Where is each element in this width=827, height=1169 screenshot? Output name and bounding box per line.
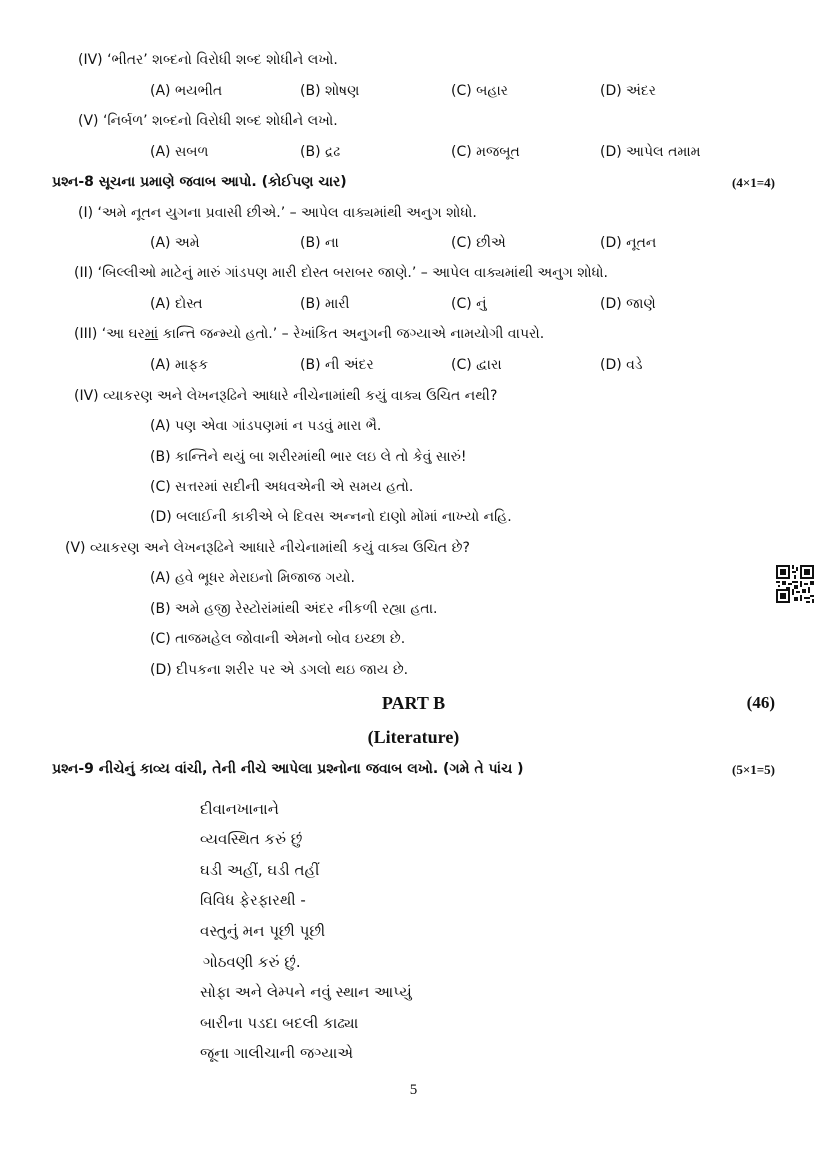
q9-marks: (5×1=5)	[732, 762, 775, 777]
q8-i-question: (I) ‘અમે નૂતન યુગના પ્રવાસી છીએ.’ – આપેલ વાક્યમાંથી અનુગ શોધો.	[78, 205, 477, 221]
q8-iii-question	[74, 324, 544, 344]
q8-iv-option-b: (B) કાન્તિને થયું બા શરીરમાંથી ભાર લઇ લે તો કેવું સારું!	[150, 449, 467, 465]
poem-line: વિવિધ ફેરફારથી -	[200, 891, 306, 909]
q8-iii-option-c: (C) દ્વારા	[451, 357, 502, 373]
q7-v-question: (V) ‘નિર્બળ’ શબ્દનો વિરોધી શબ્દ શોધીને લખો.	[78, 113, 338, 129]
q7-v-option-b: (B) દ્રઢ	[300, 144, 341, 160]
q7-iv-question: (IV) ‘ભીતર’ શબ્દનો વિરોધી શબ્દ શોધીને લખો.	[78, 52, 338, 68]
q7-v-option-a: (A) સબળ	[150, 144, 209, 160]
poem-line: વસ્તુનું મન પૂછી પૂછી	[200, 922, 326, 940]
q8-iii-question-pre: (III) ‘આ ઘર	[74, 326, 145, 342]
q8-ii-option-a: (A) દોસ્ત	[150, 296, 203, 312]
poem-line: બારીના પડદા બદલી કાઢ્યા	[200, 1014, 359, 1032]
q7-iv-option-a: (A) ભયભીત	[150, 83, 223, 99]
poem-line: ગોઠવણી કરું છું.	[203, 953, 301, 971]
q8-iv-option-a: (A) પણ એવા ગાંડપણમાં ન પડવું મારા ભૈ.	[150, 418, 382, 434]
poem-line: ઘડી અહીં, ઘડી તહીં	[200, 861, 320, 879]
q8-iv-question: (IV) વ્યાકરણ અને લેખનરૂઢિને આધારે નીચેનામાંથી કયું વાક્ય ઉચિત નથી?	[74, 388, 498, 404]
q8-v-question: (V) વ્યાકરણ અને લેખનરૂઢિને આધારે નીચેનામાંથી કયું વાક્ય ઉચિત છે?	[65, 540, 470, 556]
qr-code-icon	[776, 565, 814, 603]
poem-line: દીવાનખાનાને	[200, 800, 279, 818]
poem-line: જૂના ગાલીચાની જગ્યાએ	[200, 1044, 354, 1062]
q8-iv-option-d: (D) બલાઈની કાકીએ બે દિવસ અન્નનો દાણો મોંમાં નાખ્યો નહિ.	[150, 509, 512, 525]
q9-title: પ્રશ્ન-9 નીચેનું કાવ્ય વાંચી, તેની નીચે આપેલા પ્રશ્નોના જવાબ લખો. (ગમે તે પાંચ )	[52, 761, 524, 777]
q7-iv-option-b: (B) શોષણ	[300, 83, 360, 99]
q8-ii-option-b: (B) મારી	[300, 296, 350, 312]
part-b-title: PART B	[381, 693, 446, 713]
q8-ii-option-c: (C) નું	[451, 296, 487, 312]
q8-iv-option-c: (C) સત્તરમાં સદીની અધવએની એ સમય હતો.	[150, 479, 414, 495]
q8-iii-option-a: (A) માફક	[150, 357, 209, 373]
poem-line: વ્યવસ્થિત કરું છું	[200, 830, 303, 848]
q8-iii-question-post: કાન્તિ જન્મ્યો હતો.’ – રેખાંકિત અનુગની જગ્યાએ નામયોગી વાપરો.	[158, 326, 545, 342]
q8-i-option-c: (C) છીએ	[451, 235, 506, 251]
q8-iii-option-b: (B) ની અંદર	[300, 357, 374, 373]
q7-v-option-d: (D) આપેલ તમામ	[600, 144, 701, 160]
q8-ii-option-d: (D) જાણે	[600, 296, 656, 312]
q8-v-option-a: (A) હવે ભૂધર મેરાઇનો મિજાજ ગયો.	[150, 570, 355, 586]
q8-v-option-d: (D) દીપકના શરીર પર એ ડગલો થઇ જાય છે.	[150, 662, 409, 678]
q7-iv-option-d: (D) અંદર	[600, 83, 656, 99]
q8-ii-question: (II) ‘બિલ્લીઓ માટેનું મારું ગાંડપણ મારી દોસ્ત બરાબર જાણે.’ – આપેલ વાક્યમાંથી અનુગ શોધો.	[74, 265, 608, 281]
q8-v-option-b: (B) અમે હજી રેસ્ટોરાંમાંથી અંદર નીકળી રહ્યા હતા.	[150, 601, 438, 617]
q8-iii-option-d: (D) વડે	[600, 357, 643, 373]
q8-marks: (4×1=4)	[732, 175, 775, 190]
part-b-subtitle: (Literature)	[367, 727, 460, 747]
q7-iv-option-c: (C) બહાર	[451, 83, 509, 99]
q8-i-option-a: (A) અમે	[150, 235, 200, 251]
page-number: 5	[409, 1082, 418, 1098]
q8-v-option-c: (C) તાજમહેલ જોવાની એમનો બોવ ઇચ્છા છે.	[150, 631, 406, 647]
q8-iii-underlined-word: માં	[144, 326, 159, 342]
poem-line: સોફા અને લેમ્પને નવું સ્થાન આપ્યું	[200, 983, 412, 1001]
q7-v-option-c: (C) મજબૂત	[451, 144, 520, 160]
q8-title: પ્રશ્ન-8 સૂચના પ્રમાણે જવાબ આપો. (કોઈપણ ચાર)	[52, 174, 347, 190]
q8-i-option-d: (D) નૂતન	[600, 235, 657, 251]
q8-i-option-b: (B) ના	[300, 235, 339, 251]
part-b-marks: (46)	[746, 693, 775, 712]
